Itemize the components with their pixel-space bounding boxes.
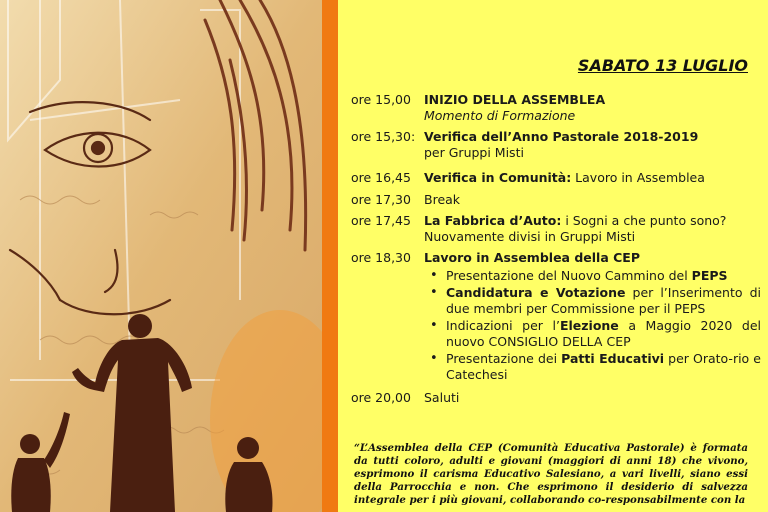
schedule-time: ore 16,45 <box>351 170 411 185</box>
orange-stripe <box>322 0 338 512</box>
bullet-item: • Presentazione del Nuovo Cammino del PEPS <box>446 268 761 284</box>
schedule-sub: per Gruppi Misti <box>424 144 524 160</box>
schedule-rest: Lavoro in Assemblea <box>571 170 705 185</box>
illustration-art <box>0 0 322 512</box>
schedule-row <box>351 250 761 384</box>
schedule-time: ore 18,30 <box>351 250 411 265</box>
schedule-row <box>351 192 761 208</box>
schedule-time: ore 15,00 <box>351 92 411 107</box>
schedule-row <box>351 92 761 123</box>
bullet-item: • Presentazione dei Patti Educativi per Orato-rio e Catechesi <box>446 351 761 382</box>
schedule-time: ore 15,30: <box>351 129 416 144</box>
bullet-item: • Indicazioni per l’Elezione a Maggio 2020 del nuovo CONSIGLIO DELLA CEP <box>446 318 761 349</box>
schedule-rest: i Sogni a che punto sono? <box>561 213 727 228</box>
schedule-row <box>351 129 761 160</box>
schedule-title: La Fabbrica d’Auto: <box>424 213 562 228</box>
schedule-list <box>351 92 761 412</box>
bullet-item: • Candidatura e Votazione per l’Inserimento di due membri per Commissione per il PEPS <box>446 285 761 316</box>
schedule-time: ore 17,30 <box>351 191 411 207</box>
schedule-row <box>351 390 761 406</box>
schedule-rest: Break <box>424 191 461 207</box>
schedule-time: ore 17,45 <box>351 213 411 228</box>
quote-text: “L’Assemblea della CEP (Comunità Educativa Pastorale) è formata da tutti coloro, adulti e giovani (maggiori di anni 18) che vivono, esprimono il carisma Educativo Salesiano, a vari livelli, siano essi della Parrocchia e non. Che esprimono il desiderio di salvezza integrale per i più giovani, collaborando co-responsabilmente con la <box>354 442 748 506</box>
schedule-title: Lavoro in Assemblea della CEP <box>424 250 640 265</box>
schedule-sub: Momento di Formazione <box>424 107 576 123</box>
schedule-title: Verifica in Comunità: <box>424 170 572 185</box>
illustration-panel <box>0 0 322 512</box>
schedule-rest: Saluti <box>424 390 460 405</box>
schedule-title: INIZIO DELLA ASSEMBLEA <box>424 92 606 107</box>
date-heading: SABATO 13 LUGLIO <box>577 56 748 75</box>
bullet-list <box>424 268 761 383</box>
schedule-time: ore 20,00 <box>351 390 411 405</box>
schedule-title: Verifica dell’Anno Pastorale 2018-2019 <box>424 129 699 144</box>
schedule-row <box>351 170 761 186</box>
schedule-row <box>351 213 761 244</box>
schedule-sub: Nuovamente divisi in Gruppi Misti <box>424 228 636 244</box>
program-panel <box>338 0 768 512</box>
